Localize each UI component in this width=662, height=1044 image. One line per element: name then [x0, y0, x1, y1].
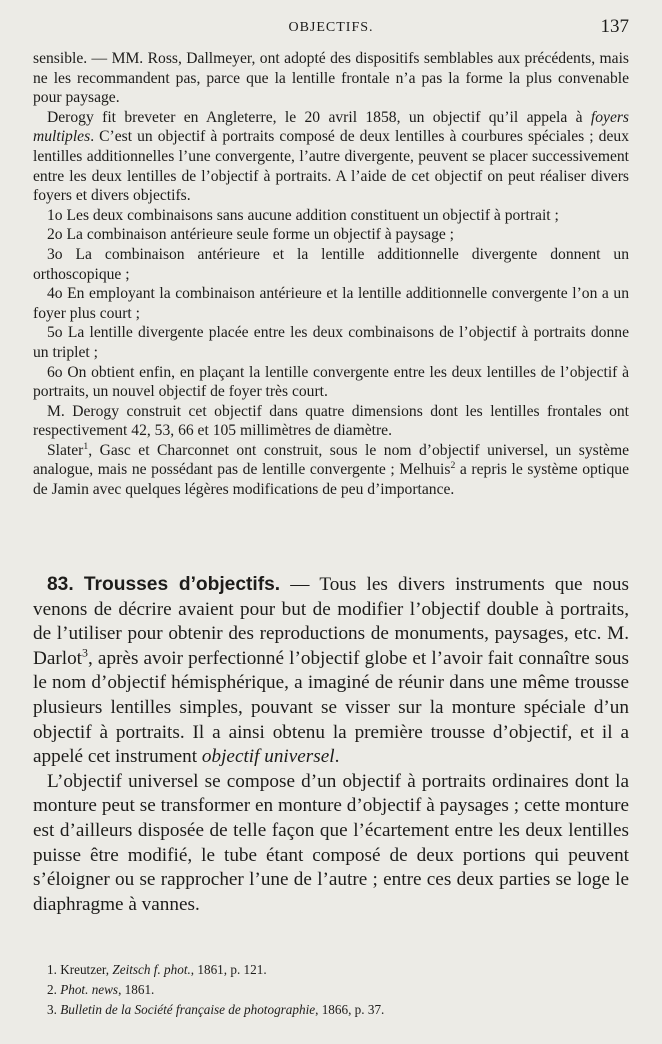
page-header	[33, 16, 629, 40]
list-item: 3o La combinaison antérieure et la lentille additionnelle divergente donnent un orthoscopique ;	[33, 245, 629, 283]
footnote: 3. Bulletin de la Société française de photographie, 1866, p. 37.	[47, 1002, 385, 1017]
list-item: 1o Les deux combinaisons sans aucune addition constituent un objectif à portrait ;	[47, 206, 559, 224]
section-number: 83.	[47, 574, 74, 595]
section-83	[33, 573, 629, 917]
section-title: Trousses d’objectifs.	[83, 574, 281, 595]
list-item: 5o La lentille divergente placée entre les deux combinaisons de l’objectif à portraits donne un triplet ;	[33, 324, 629, 361]
footnotes	[33, 960, 629, 1020]
paragraph: sensible. — MM. Ross, Dallmeyer, ont adopté des dispositifs semblables aux précédents, mais ne les recommandent pas, parce que la lentille frontale n’a pas la forme la plus convenable pour paysage.	[33, 50, 629, 107]
list-item: 4o En employant la combinaison antérieure et la lentille additionnelle convergente l’on a un foyer plus court ;	[33, 285, 629, 322]
list-item: 2o La combinaison antérieure seule forme un objectif à paysage ;	[47, 226, 455, 244]
page-number: 137	[600, 16, 629, 37]
paragraph: Slater$^1$, Gasc et Charconnet ont construit, sous le nom d’objectif universel, un système analogue, mais ne possédant pas de lentille convergente ; Melhuis$^2$ a repris le système optique de Jamin avec quelques légères modifications de peu d’importance.	[33, 440, 629, 499]
body-text-small	[33, 49, 629, 500]
paragraph: L’objectif universel se compose d’un objectif à portraits ordinaires dont la monture peut se transformer en monture d’objectif à paysages ; cette monture est d’ailleurs disposée de telle façon que l’écartement entre les deux lentilles puisse être modifié, le tube étant composé de deux portions qui peuvent s’éloigner ou se rapprocher l’une de l’autre ; entre ces deux parties se loge le diaphragme à vannes.	[33, 770, 629, 915]
footnote: 1. Kreutzer, Zeitsch f. phot., 1861, p. 121.	[47, 962, 267, 977]
paragraph: M. Derogy construit cet objectif dans quatre dimensions dont les lentilles frontales ont respectivement 42, 53, 66 et 105 millimètres de diamètre.	[33, 402, 629, 440]
list-item: 6o On obtient enfin, en plaçant la lentille convergente entre les deux lentilles de l’objectif à portraits, un nouvel objectif de foyer très court.	[33, 363, 629, 401]
running-title: OBJECTIFS.	[288, 20, 374, 35]
section-paragraph	[33, 573, 629, 770]
paragraph: Derogy fit breveter en Angleterre, le 20 avril 1858, un objectif qu’il appela à foyers multiples. C’est un objectif à portraits composé de deux lentilles à courbures spéciales ; deux lentilles additionnelles l’une convergente, l’autre divergente, peuvent se placer successivement entre les deux lentilles de l’objectif à portraits. A l’aide de cet objectif on peut réaliser divers foyers et divers objectifs.	[33, 108, 629, 205]
footnote: 2. Phot. news, 1861.	[47, 982, 155, 997]
section-text: — Tous les divers instruments que nous venons de décrire avaient pour but de modifier l’objectif double à portraits, de l’utiliser pour obtenir des reproductions de monuments, paysages, etc. M. Darlot$^3$, après avoir perfectionné l’objectif globe et l’avoir fait connaître sous le nom d’objectif hémisphérique, a imaginé de réunir dans une même trousse plusieurs lentilles simples, pouvant se visser sur la monture spéciale d’un objectif à portraits. Il a ainsi obtenu la première trousse d’objectif, et il a appelé cet instrument objectif universel.	[33, 574, 629, 768]
